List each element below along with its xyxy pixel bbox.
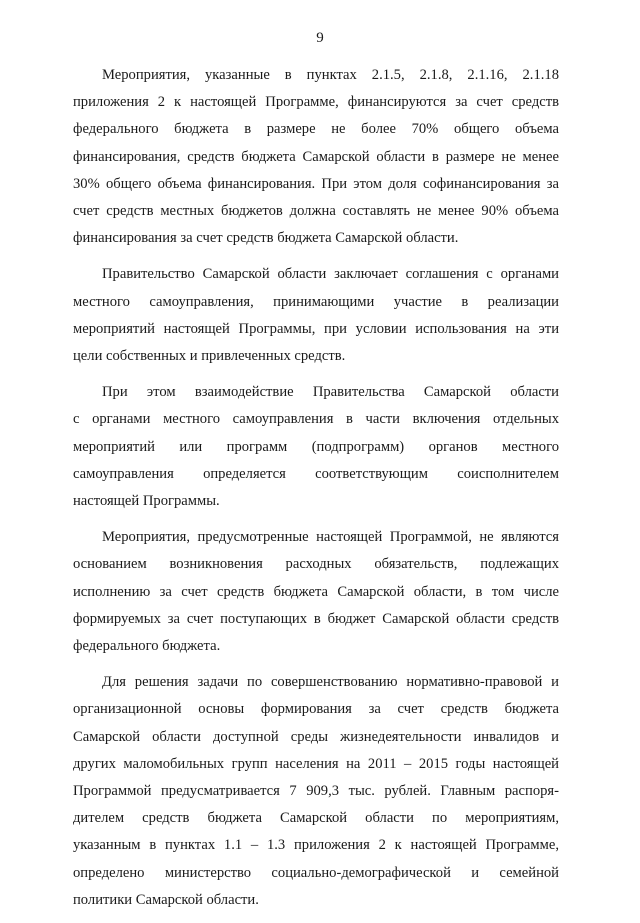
text-line: финансирования за счет средств бюджета Самарской области. — [73, 230, 459, 247]
text-line: Самарской области доступной среды жизнедеятельности инвалидов и — [73, 728, 559, 745]
document-body — [73, 62, 559, 923]
text-line: самоуправления определяется соответствующим соисполнителем — [73, 465, 559, 482]
text-line: мероприятий настоящей Программы, при условии использования на эти — [73, 320, 559, 337]
text-line: основанием возникновения расходных обязательств, подлежащих — [73, 556, 559, 573]
text-line: цели собственных и привлеченных средств. — [73, 348, 346, 365]
paragraph-interaction — [73, 379, 559, 515]
paragraph-government-agreements — [73, 261, 559, 370]
text-line: При этом взаимодействие Правительства Самарской области — [102, 384, 559, 401]
text-line: Мероприятия, указанные в пунктах 2.1.5, 2.1.8, 2.1.16, 2.1.18 — [102, 67, 559, 83]
text-line: организационной основы формирования за счет средств бюджета — [73, 701, 559, 718]
paragraph-budget-allocation — [73, 669, 559, 914]
text-line: 30% общего объема финансирования. При этом доля софинансирования за — [73, 175, 559, 192]
text-line: политики Самарской области. — [73, 891, 259, 908]
text-line: счет средств местных бюджетов должна составлять не менее 90% объема — [73, 203, 559, 220]
text-line: исполнению за счет средств бюджета Самарской области, в том числе — [73, 583, 559, 600]
text-line: формируемых за счет поступающих в бюджет Самарской области средств — [73, 610, 559, 627]
text-line: других маломобильных групп населения на 2011 – 2015 годы настоящей — [73, 755, 559, 772]
text-line: настоящей Программы. — [73, 493, 220, 510]
text-line: определено министерство социально-демографической и семейной — [73, 864, 559, 881]
paragraph-obligations — [73, 524, 559, 660]
text-line: с органами местного самоуправления в части включения отдельных — [73, 411, 559, 428]
text-line: федерального бюджета в размере не более 70% общего объема — [73, 121, 559, 138]
text-line: указанным в пунктах 1.1 – 1.3 приложения 2 к настоящей Программе, — [73, 837, 559, 854]
paragraph-funding-sources — [73, 62, 559, 252]
page-number: 9 — [316, 30, 324, 46]
text-line: финансирования, средств бюджета Самарской области в размере не менее — [73, 148, 559, 165]
text-line: Программой предусматривается 7 909,3 тыс. рублей. Главным распоря- — [73, 783, 559, 800]
text-line: мероприятий или программ (подпрограмм) органов местного — [73, 438, 559, 455]
text-line: приложения 2 к настоящей Программе, финансируются за счет средств — [73, 94, 559, 111]
text-line: Для решения задачи по совершенствованию нормативно-правовой и — [102, 674, 559, 691]
text-line: Правительство Самарской области заключает соглашения с органами — [102, 266, 559, 283]
text-line: местного самоуправления, принимающими участие в реализации — [73, 293, 559, 310]
text-line: федерального бюджета. — [73, 638, 221, 655]
text-line: Мероприятия, предусмотренные настоящей Программой, не являются — [102, 529, 559, 546]
text-line: дителем средств бюджета Самарской области по мероприятиям, — [73, 810, 559, 827]
